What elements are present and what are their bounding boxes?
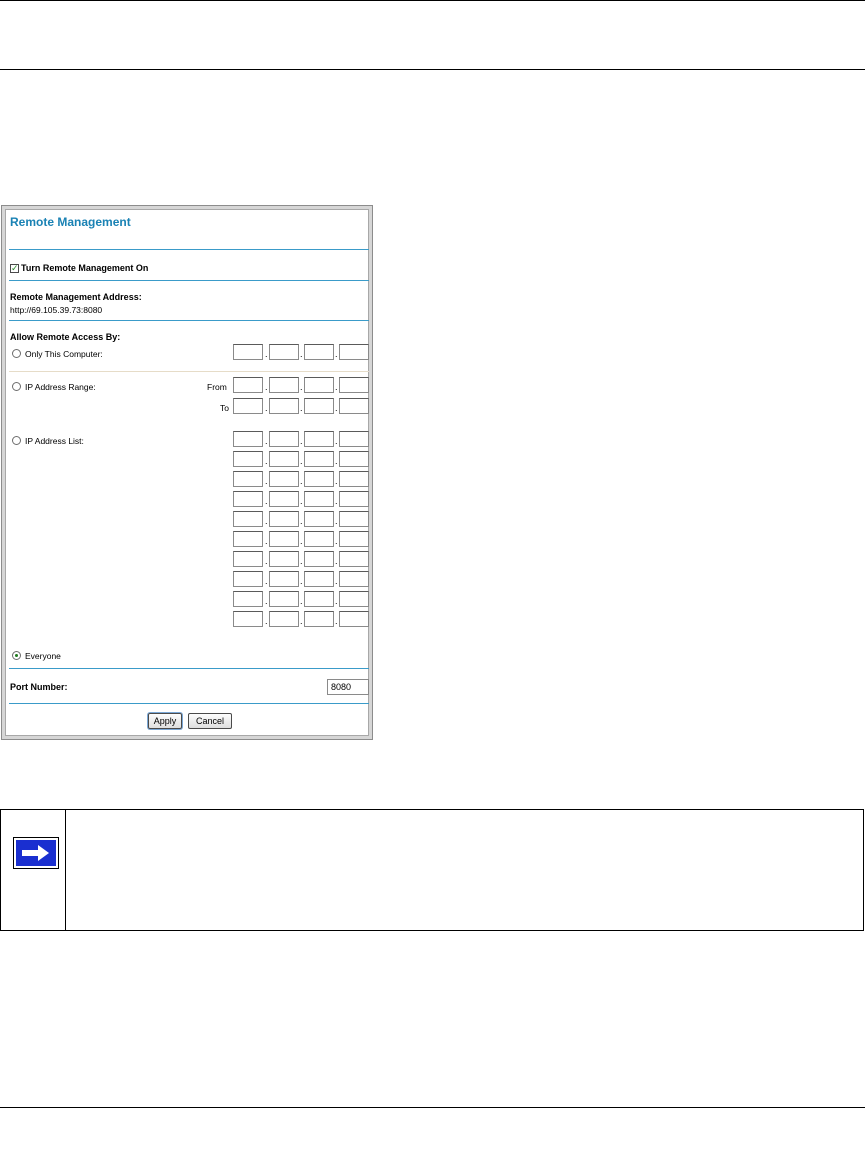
ip-dot: . xyxy=(335,596,338,606)
ip-list-row xyxy=(2,611,374,628)
ip-octet-input[interactable] xyxy=(269,591,299,607)
ip-octet-input[interactable] xyxy=(233,511,263,527)
ip-octet-input[interactable] xyxy=(339,344,369,360)
ip-dot: . xyxy=(265,516,268,526)
ip-octet-input[interactable] xyxy=(339,551,369,567)
ip-octet-input[interactable] xyxy=(269,431,299,447)
ip-row-to xyxy=(2,398,374,415)
ip-octet-input[interactable] xyxy=(304,471,334,487)
ip-octet-input[interactable] xyxy=(339,611,369,627)
ip-octet-input[interactable] xyxy=(304,398,334,414)
ip-octet-input[interactable] xyxy=(233,398,263,414)
ip-octet-input[interactable] xyxy=(233,611,263,627)
ip-octet-input[interactable] xyxy=(304,531,334,547)
ip-dot: . xyxy=(300,536,303,546)
ip-dot: . xyxy=(265,382,268,392)
separator xyxy=(9,280,369,281)
ip-octet-input[interactable] xyxy=(269,551,299,567)
ip-list-row xyxy=(2,531,374,548)
ip-octet-input[interactable] xyxy=(269,451,299,467)
ip-dot: . xyxy=(300,596,303,606)
ip-dot: . xyxy=(335,403,338,413)
everyone-label: Everyone xyxy=(25,651,61,661)
radio-everyone[interactable] xyxy=(12,651,21,660)
ip-dot: . xyxy=(300,349,303,359)
ip-octet-input[interactable] xyxy=(269,571,299,587)
ip-list-row xyxy=(2,571,374,588)
ip-octet-input[interactable] xyxy=(233,471,263,487)
ip-dot: . xyxy=(300,616,303,626)
ip-dot: . xyxy=(265,596,268,606)
ip-octet-input[interactable] xyxy=(233,491,263,507)
ip-dot: . xyxy=(300,516,303,526)
ip-dot: . xyxy=(300,556,303,566)
ip-dot: . xyxy=(300,382,303,392)
ip-octet-input[interactable] xyxy=(269,491,299,507)
ip-list-row xyxy=(2,451,374,468)
ip-dot: . xyxy=(265,456,268,466)
from-label: From xyxy=(207,382,227,392)
ip-dot: . xyxy=(265,556,268,566)
ip-list-row xyxy=(2,511,374,528)
ip-octet-input[interactable] xyxy=(304,611,334,627)
ip-range-label: IP Address Range: xyxy=(25,382,96,392)
ip-octet-input[interactable] xyxy=(339,471,369,487)
right-arrow-icon xyxy=(13,837,59,869)
ip-dot: . xyxy=(335,516,338,526)
ip-dot: . xyxy=(335,476,338,486)
ip-octet-input[interactable] xyxy=(269,511,299,527)
ip-dot: . xyxy=(265,349,268,359)
remote-management-panel xyxy=(1,205,373,740)
turn-on-label: Turn Remote Management On xyxy=(21,263,149,273)
ip-octet-input[interactable] xyxy=(304,431,334,447)
to-label: To xyxy=(220,403,229,413)
note-divider xyxy=(65,810,66,930)
header-rule-top xyxy=(0,0,865,1)
ip-dot: . xyxy=(335,496,338,506)
ip-dot: . xyxy=(265,536,268,546)
ip-dot: . xyxy=(300,476,303,486)
ip-octet-input[interactable] xyxy=(339,377,369,393)
allow-label: Allow Remote Access By: xyxy=(10,332,121,342)
ip-dot: . xyxy=(265,436,268,446)
ip-octet-input[interactable] xyxy=(269,531,299,547)
ip-dot: . xyxy=(335,436,338,446)
ip-octet-input[interactable] xyxy=(304,344,334,360)
address-value: http://69.105.39.73:8080 xyxy=(10,305,103,315)
apply-button[interactable]: Apply xyxy=(148,713,182,729)
panel-title: Remote Management xyxy=(10,215,131,229)
ip-dot: . xyxy=(265,403,268,413)
ip-dot: . xyxy=(300,436,303,446)
cancel-button[interactable]: Cancel xyxy=(188,713,232,729)
ip-octet-input[interactable] xyxy=(269,471,299,487)
ip-list-row xyxy=(2,551,374,568)
ip-row-only-this xyxy=(2,344,374,361)
ip-dot: . xyxy=(335,456,338,466)
ip-octet-input[interactable] xyxy=(304,571,334,587)
ip-dot: . xyxy=(300,496,303,506)
separator xyxy=(9,320,369,321)
ip-octet-input[interactable] xyxy=(339,571,369,587)
ip-dot: . xyxy=(300,576,303,586)
row-divider xyxy=(9,371,369,372)
ip-octet-input[interactable] xyxy=(339,591,369,607)
ip-octet-input[interactable] xyxy=(233,571,263,587)
only-this-computer-label: Only This Computer: xyxy=(25,349,103,359)
port-label: Port Number: xyxy=(10,682,68,692)
ip-octet-input[interactable] xyxy=(233,451,263,467)
ip-octet-input[interactable] xyxy=(233,377,263,393)
ip-octet-input[interactable] xyxy=(339,398,369,414)
ip-dot: . xyxy=(335,536,338,546)
ip-dot: . xyxy=(300,456,303,466)
ip-octet-input[interactable] xyxy=(233,344,263,360)
ip-list-row xyxy=(2,471,374,488)
ip-octet-input[interactable] xyxy=(339,491,369,507)
ip-list-label: IP Address List: xyxy=(25,436,84,446)
ip-dot: . xyxy=(335,616,338,626)
ip-dot: . xyxy=(335,576,338,586)
ip-address-list xyxy=(2,431,374,631)
port-number-input[interactable]: 8080 xyxy=(327,679,369,695)
ip-octet-input[interactable] xyxy=(269,398,299,414)
separator xyxy=(9,668,369,669)
footer-rule xyxy=(0,1107,865,1108)
ip-dot: . xyxy=(265,496,268,506)
ip-octet-input[interactable] xyxy=(304,591,334,607)
ip-list-row xyxy=(2,431,374,448)
ip-octet-input[interactable] xyxy=(269,611,299,627)
ip-octet-input[interactable] xyxy=(269,344,299,360)
header-rule-bottom xyxy=(0,69,865,70)
note-box xyxy=(0,809,864,931)
ip-dot: . xyxy=(300,403,303,413)
ip-octet-input[interactable] xyxy=(339,451,369,467)
ip-dot: . xyxy=(335,382,338,392)
address-label: Remote Management Address: xyxy=(10,292,142,302)
ip-octet-input[interactable] xyxy=(233,531,263,547)
ip-octet-input[interactable] xyxy=(304,491,334,507)
ip-octet-input[interactable] xyxy=(304,451,334,467)
ip-octet-input[interactable] xyxy=(304,551,334,567)
ip-list-row xyxy=(2,491,374,508)
ip-dot: . xyxy=(335,556,338,566)
ip-octet-input[interactable] xyxy=(339,531,369,547)
ip-octet-input[interactable] xyxy=(339,431,369,447)
ip-octet-input[interactable] xyxy=(233,431,263,447)
ip-octet-input[interactable] xyxy=(304,377,334,393)
ip-octet-input[interactable] xyxy=(233,551,263,567)
ip-octet-input[interactable] xyxy=(304,511,334,527)
turn-on-checkbox[interactable]: ✓ xyxy=(11,263,19,273)
ip-octet-input[interactable] xyxy=(233,591,263,607)
separator xyxy=(9,249,369,250)
ip-octet-input[interactable] xyxy=(269,377,299,393)
ip-dot: . xyxy=(335,349,338,359)
separator xyxy=(9,703,369,704)
ip-list-row xyxy=(2,591,374,608)
ip-dot: . xyxy=(265,616,268,626)
ip-dot: . xyxy=(265,476,268,486)
ip-octet-input[interactable] xyxy=(339,511,369,527)
ip-row-from xyxy=(2,377,374,394)
ip-dot: . xyxy=(265,576,268,586)
